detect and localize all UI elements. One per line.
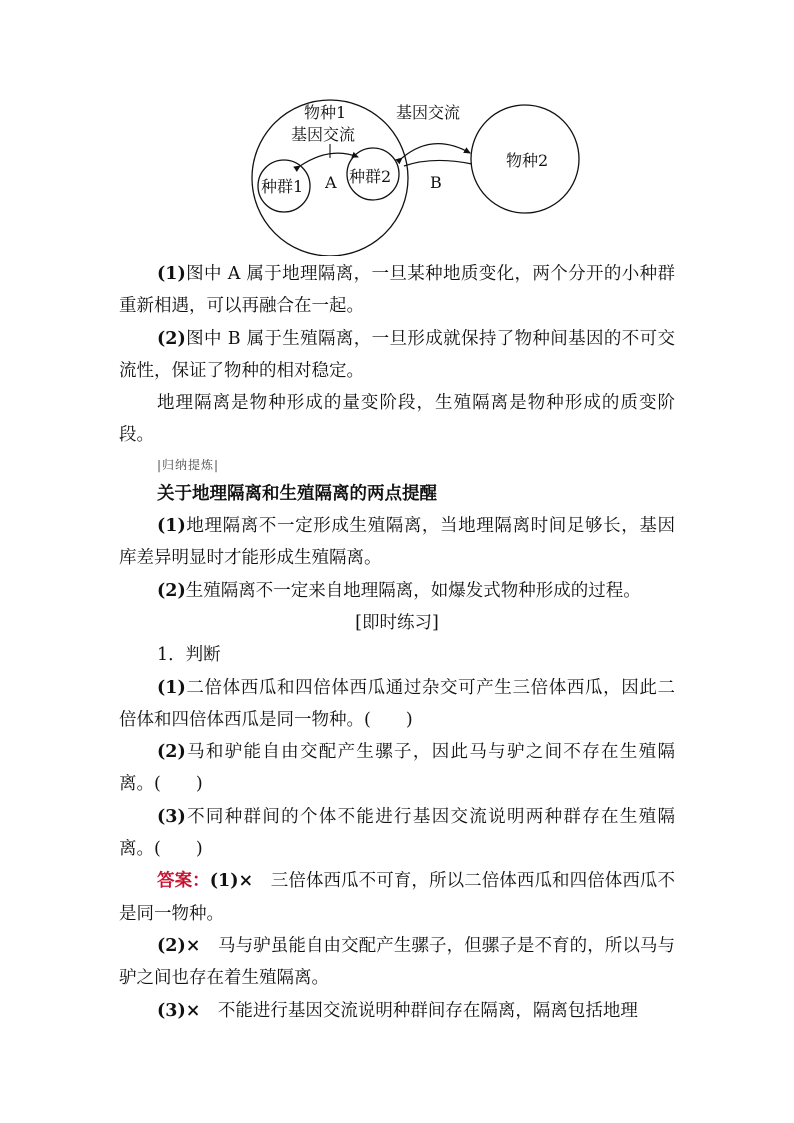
- gene-flow-arrow-b-bottom: [404, 160, 472, 166]
- species1-label: 物种1: [304, 103, 347, 122]
- speciation-diagram: [248, 96, 582, 256]
- population2-label: 种群2: [349, 167, 392, 186]
- answer-3: (3)× 不能进行基因交流说明种群间存在隔离，隔离包括地理: [157, 1000, 638, 1021]
- species2-label: 物种2: [506, 151, 549, 170]
- answer-2: (2)× 马与驴虽能自由交配产生骡子，但骡子是不育的，所以马与驴之间也存在着生殖隔离。: [119, 935, 675, 989]
- question-2: (2)马和驴能自由交配产生骡子，因此马与驴之间不存在生殖隔离。( ): [119, 742, 675, 795]
- population1-label: 种群1: [261, 177, 304, 196]
- gene-flow-outer-label: 基因交流: [396, 103, 461, 122]
- explanation-3: 地理隔离是物种形成的量变阶段，生殖隔离是物种形成的质变阶段。: [119, 393, 675, 446]
- explanation-1: (1)图中 A 属于地理隔离，一旦某种地质变化，两个分开的小种群重新相遇，可以再融合在一起。: [119, 264, 675, 317]
- label-a: A: [325, 173, 337, 192]
- gene-flow-inner-label: 基因交流: [291, 125, 356, 144]
- document-body: [119, 258, 675, 1027]
- label-b: B: [430, 173, 442, 192]
- answer-1: 答案：(1)× 三倍体西瓜不可育，所以二倍体西瓜和四倍体西瓜不是同一物种。: [119, 871, 675, 924]
- question-3: (3)不同种群间的个体不能进行基因交流说明两种群存在生殖隔离。( ): [119, 806, 675, 860]
- explanation-2: (2)图中 B 属于生殖隔离，一旦形成就保持了物种间基因的不可交流性，保证了物种的相对稳定。: [119, 328, 675, 381]
- summary-tag: |归纳提炼|: [157, 457, 220, 472]
- question-title: 1．判断: [157, 645, 221, 666]
- practice-heading: [即时练习]: [355, 612, 439, 633]
- question-1: (1)二倍体西瓜和四倍体西瓜通过杂交可产生三倍体西瓜，因此二倍体和四倍体西瓜是同一物种。( ): [119, 677, 675, 730]
- gene-flow-arrow-b-top: [402, 144, 470, 158]
- summary-point-2: (2)生殖隔离不一定来自地理隔离，如爆发式物种形成的过程。: [157, 580, 641, 601]
- summary-title: 关于地理隔离和生殖隔离的两点提醒: [157, 483, 437, 504]
- summary-point-1: (1)地理隔离不一定形成生殖隔离，当地理隔离时间足够长，基因库差异明显时才能形成生殖隔离。: [119, 516, 675, 569]
